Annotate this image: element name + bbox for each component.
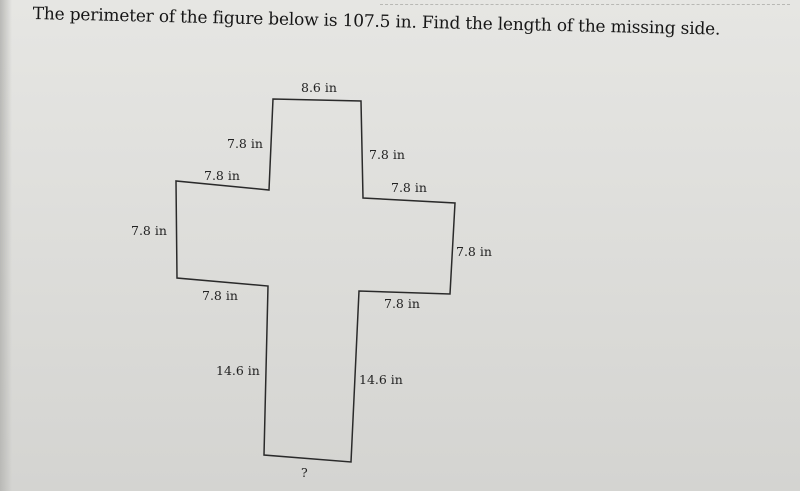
label-left-arm-vertical: 7.8 in xyxy=(131,223,167,238)
label-lower-right-horizontal: 7.8 in xyxy=(384,296,420,311)
label-top-side: 8.6 in xyxy=(301,80,337,95)
label-lower-left-horizontal: 7.8 in xyxy=(202,288,238,303)
label-upper-right-vertical: 7.8 in xyxy=(369,147,405,162)
question-text: The perimeter of the figure below is 107.5 in. Find the length of the missing side. xyxy=(32,4,721,40)
label-bottom-missing-side: ? xyxy=(301,465,308,480)
cross-outline xyxy=(176,99,455,462)
label-right-arm-vertical: 7.8 in xyxy=(456,244,492,259)
label-upper-right-horizontal: 7.8 in xyxy=(391,180,427,195)
label-lower-left-vertical: 14.6 in xyxy=(216,363,260,378)
label-upper-left-horizontal: 7.8 in xyxy=(204,168,240,183)
label-lower-right-vertical: 14.6 in xyxy=(359,372,403,387)
label-upper-left-vertical: 7.8 in xyxy=(227,136,263,151)
